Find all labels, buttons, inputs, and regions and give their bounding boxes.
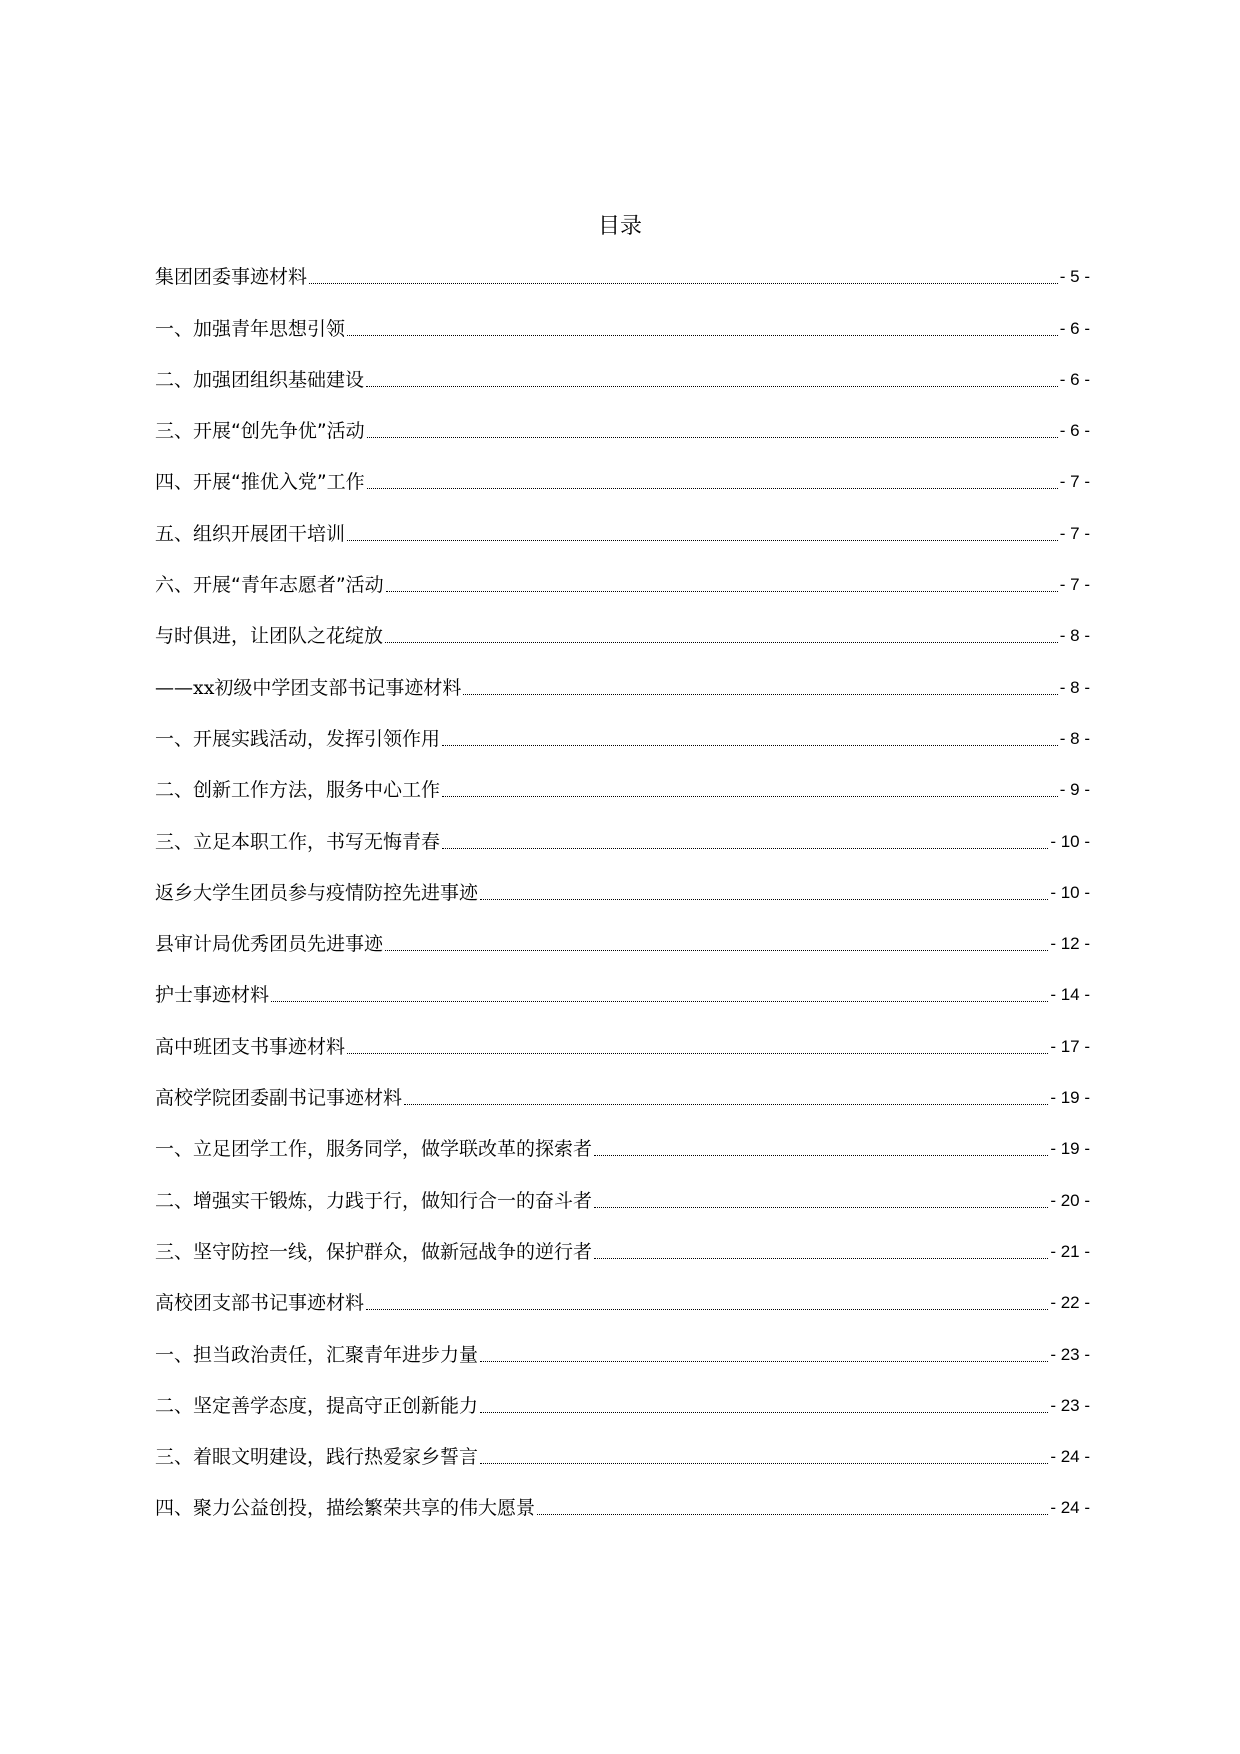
dot-leader — [442, 848, 1048, 849]
toc-entry-title: 返乡大学生团员参与疫情防控先进事迹 — [155, 881, 479, 904]
dot-leader — [309, 283, 1058, 284]
dot-leader — [385, 642, 1058, 643]
toc-entry-page: - 23 - — [1050, 1395, 1090, 1415]
toc-entry-page: - 10 - — [1050, 882, 1090, 902]
toc-entry-page: - 14 - — [1050, 985, 1090, 1005]
toc-title: 目录 — [597, 214, 642, 239]
dot-leader — [594, 1155, 1048, 1156]
toc-entry-title: 一、加强青年思想引领 — [155, 317, 346, 340]
dot-leader — [386, 591, 1058, 592]
toc-entry[interactable] — [155, 654, 1090, 705]
toc-entry-page: - 24 - — [1050, 1498, 1090, 1518]
toc-entry-page: - 8 - — [1059, 728, 1090, 748]
toc-entry[interactable] — [155, 1167, 1090, 1218]
toc-entry-title: 高校团支部书记事迹材料 — [155, 1292, 365, 1315]
toc-entry-page: - 19 - — [1050, 1139, 1090, 1159]
toc-entry-title: 三、着眼文明建设，践行热爱家乡誓言 — [155, 1446, 479, 1469]
dot-leader — [442, 796, 1058, 797]
dot-leader — [480, 1361, 1048, 1362]
dot-leader — [366, 386, 1058, 387]
toc-entry[interactable] — [155, 1475, 1090, 1526]
toc-entry-title: 与时俱进，让团队之花绽放 — [155, 625, 384, 648]
dot-leader — [367, 488, 1058, 489]
toc-entry-title: 一、担当政治责任，汇聚青年进步力量 — [155, 1343, 479, 1366]
toc-entry-page: - 20 - — [1050, 1190, 1090, 1210]
toc-entry-page: - 7 - — [1059, 472, 1090, 492]
dot-leader — [537, 1514, 1048, 1515]
toc-entry[interactable] — [155, 860, 1090, 911]
toc-entry-title: 二、创新工作方法，服务中心工作 — [155, 779, 441, 802]
toc-entry[interactable] — [155, 1424, 1090, 1475]
dot-leader — [463, 694, 1057, 695]
toc-entry-title: ——xx初级中学团支部书记事迹材料 — [155, 676, 462, 699]
toc-entry[interactable] — [155, 500, 1090, 551]
toc-entry-title: 高中班团支书事迹材料 — [155, 1035, 346, 1058]
table-of-contents — [155, 244, 1090, 1526]
dot-leader — [480, 899, 1048, 900]
toc-entry[interactable] — [155, 1270, 1090, 1321]
toc-entry-page: - 8 - — [1059, 626, 1090, 646]
toc-entry-title: 三、坚守防控一线，保护群众，做新冠战争的逆行者 — [155, 1240, 593, 1263]
toc-entry-page: - 21 - — [1050, 1241, 1090, 1261]
toc-entry[interactable] — [155, 1065, 1090, 1116]
toc-entry-page: - 8 - — [1059, 677, 1090, 697]
toc-entry[interactable] — [155, 398, 1090, 449]
toc-entry-title: 五、组织开展团干培训 — [155, 522, 346, 545]
toc-entry-page: - 6 - — [1059, 421, 1090, 441]
dot-leader — [366, 1309, 1048, 1310]
toc-entry-title: 二、坚定善学态度，提高守正创新能力 — [155, 1394, 479, 1417]
dot-leader — [442, 745, 1058, 746]
toc-entry-page: - 12 - — [1050, 934, 1090, 954]
dot-leader — [404, 1104, 1048, 1105]
toc-entry-page: - 7 - — [1059, 575, 1090, 595]
toc-entry[interactable] — [155, 706, 1090, 757]
toc-entry-page: - 5 - — [1059, 267, 1090, 287]
toc-entry[interactable] — [155, 244, 1090, 295]
toc-entry-title: 四、聚力公益创投，描绘繁荣共享的伟大愿景 — [155, 1497, 536, 1520]
dot-leader — [385, 950, 1048, 951]
dot-leader — [347, 540, 1058, 541]
toc-entry[interactable] — [155, 347, 1090, 398]
toc-entry[interactable] — [155, 962, 1090, 1013]
toc-entry-page: - 24 - — [1050, 1447, 1090, 1467]
toc-entry-title: 高校学院团委副书记事迹材料 — [155, 1087, 403, 1110]
toc-entry[interactable] — [155, 1013, 1090, 1064]
toc-entry[interactable] — [155, 449, 1090, 500]
toc-entry-page: - 10 - — [1050, 831, 1090, 851]
toc-entry[interactable] — [155, 911, 1090, 962]
toc-entry-title: 三、开展“创先争优”活动 — [155, 420, 365, 443]
toc-entry-title: 四、开展“推优入党”工作 — [155, 471, 365, 494]
toc-entry-title: 一、立足团学工作，服务同学，做学联改革的探索者 — [155, 1138, 593, 1161]
toc-entry-title: 一、开展实践活动，发挥引领作用 — [155, 727, 441, 750]
toc-entry-title: 六、开展“青年志愿者”活动 — [155, 574, 384, 597]
toc-entry-page: - 6 - — [1059, 369, 1090, 389]
toc-entry-page: - 6 - — [1059, 318, 1090, 338]
toc-entry[interactable] — [155, 1373, 1090, 1424]
toc-entry-title: 二、增强实干锻炼，力践于行，做知行合一的奋斗者 — [155, 1189, 593, 1212]
toc-entry[interactable] — [155, 1321, 1090, 1372]
toc-entry[interactable] — [155, 808, 1090, 859]
dot-leader — [347, 335, 1058, 336]
toc-entry[interactable] — [155, 552, 1090, 603]
dot-leader — [480, 1463, 1048, 1464]
toc-entry-page: - 23 - — [1050, 1344, 1090, 1364]
toc-entry[interactable] — [155, 1219, 1090, 1270]
toc-entry-title: 二、加强团组织基础建设 — [155, 368, 365, 391]
toc-entry-title: 护士事迹材料 — [155, 984, 270, 1007]
toc-entry-page: - 17 - — [1050, 1036, 1090, 1056]
toc-entry[interactable] — [155, 295, 1090, 346]
toc-entry-title: 集团团委事迹材料 — [155, 266, 308, 289]
dot-leader — [271, 1001, 1048, 1002]
dot-leader — [594, 1207, 1048, 1208]
toc-entry-page: - 22 - — [1050, 1293, 1090, 1313]
toc-entry-page: - 7 - — [1059, 523, 1090, 543]
dot-leader — [480, 1412, 1048, 1413]
dot-leader — [347, 1053, 1048, 1054]
dot-leader — [367, 437, 1058, 438]
toc-entry-title: 三、立足本职工作，书写无悔青春 — [155, 830, 441, 853]
toc-entry-page: - 19 - — [1050, 1088, 1090, 1108]
toc-entry-title: 县审计局优秀团员先进事迹 — [155, 933, 384, 956]
toc-entry-page: - 9 - — [1059, 780, 1090, 800]
toc-entry[interactable] — [155, 603, 1090, 654]
dot-leader — [594, 1258, 1048, 1259]
toc-entry[interactable] — [155, 757, 1090, 808]
toc-entry[interactable] — [155, 1116, 1090, 1167]
